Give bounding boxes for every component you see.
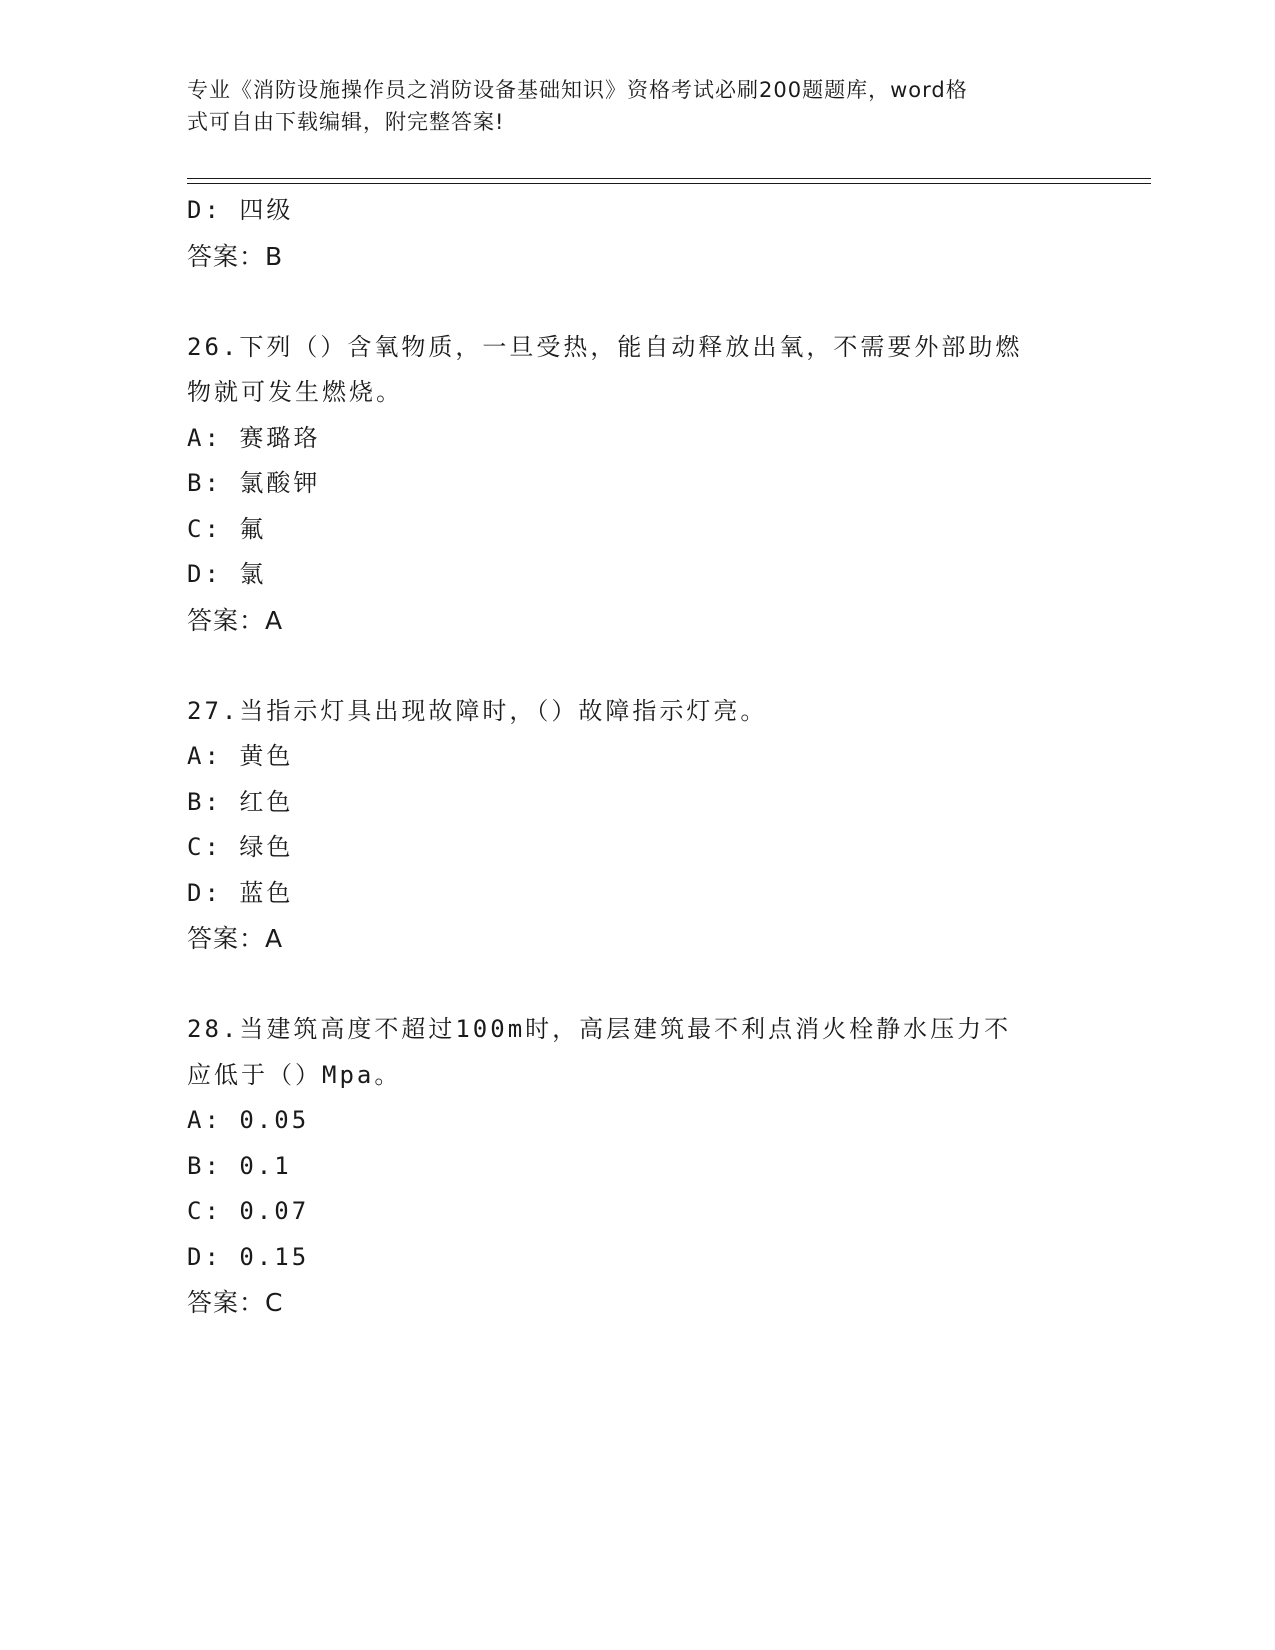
option-b: B: 红色 [187,787,294,816]
spacer [187,279,1087,325]
option-d: D: 蓝色 [187,878,294,907]
question-stem: 26.下列（）含氧物质，一旦受热，能自动释放出氧，不需要外部助燃 [187,332,1023,361]
question-28 [187,1007,1087,1326]
spacer [187,643,1087,689]
option-c: C: 绿色 [187,833,294,861]
option-a: A: 0.05 [187,1106,310,1134]
option-b: B: 0.1 [187,1151,292,1180]
question-stem-continued: 物就可发生燃烧。 [187,378,403,406]
option-a: A: 赛璐珞 [187,423,321,452]
answer: 答案：A [187,924,284,953]
prev-option-d: D: 四级 [187,196,294,224]
question-stem: 27.当指示灯具出现故障时，（）故障指示灯亮。 [187,696,768,725]
option-c: C: 0.07 [187,1197,310,1225]
header-line-2: 式可自由下载编辑，附完整答案! [187,110,505,134]
question-27 [187,689,1087,962]
option-d: D: 0.15 [187,1242,310,1271]
question-stem-continued: 应低于（）Mpa。 [187,1060,402,1089]
question-list [187,188,1087,1326]
question-26 [187,325,1087,644]
header-divider-top [187,178,1151,179]
answer: 答案：C [187,1288,284,1317]
prev-answer: 答案：B [187,241,284,271]
option-a: A: 黄色 [187,742,294,770]
option-c: C: 氟 [187,514,267,543]
option-b: B: 氯酸钾 [187,469,321,497]
spacer [187,962,1087,1008]
question-stem: 28.当建筑高度不超过100m时，高层建筑最不利点消火栓静水压力不 [187,1015,1012,1043]
header-line-1: 专业《消防设施操作员之消防设备基础知识》资格考试必刷200题题库，word格 [187,78,968,102]
option-d: D: 氯 [187,560,267,588]
header-divider-bottom [187,183,1151,184]
answer: 答案：A [187,605,284,635]
document-header [187,74,1067,138]
